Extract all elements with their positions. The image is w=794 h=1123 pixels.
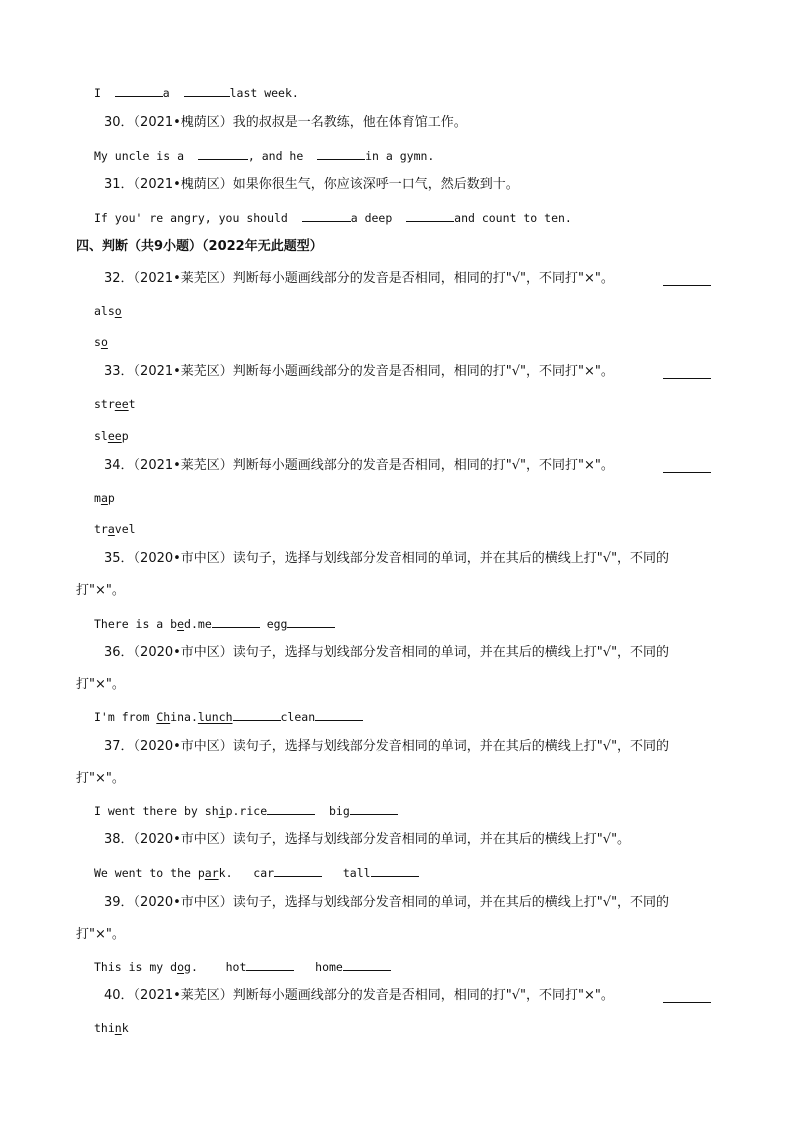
blank[interactable] <box>274 864 322 877</box>
option-word: clean <box>280 710 316 724</box>
question-text: （2021•莱芜区）判断每小题画线部分的发音是否相同，相同的打"√"，不同打"×"。 <box>133 988 614 1003</box>
question-number: 35． <box>104 551 134 566</box>
question-number: 33． <box>104 364 134 379</box>
option-word: tall <box>342 866 371 880</box>
text-fragment: last week. <box>229 86 299 100</box>
q34-word-2 <box>94 521 136 537</box>
word-part: sl <box>94 429 108 443</box>
sentence-part: k. <box>218 866 233 880</box>
q30-answer-line <box>94 147 434 164</box>
word-part: p <box>107 491 115 505</box>
answer-line[interactable] <box>663 377 711 379</box>
q37-sentence <box>94 802 398 819</box>
answer-line[interactable] <box>663 1001 711 1003</box>
q38-sentence <box>94 864 419 881</box>
option-word: car <box>253 866 275 880</box>
q32-word-2 <box>94 334 108 350</box>
sentence-part: d. <box>184 617 198 631</box>
question-continuation: 打"×"。 <box>76 771 125 786</box>
sentence-part: There is a b <box>94 617 178 631</box>
underlined-part: a <box>107 522 115 536</box>
question-37 <box>104 738 669 756</box>
text-fragment: , and he <box>247 149 304 163</box>
option-word: big <box>328 804 350 818</box>
underlined-part: e <box>177 617 185 631</box>
sentence-part: g. <box>184 960 198 974</box>
option-word: me <box>197 617 212 631</box>
blank[interactable] <box>246 958 294 971</box>
question-34 <box>104 457 614 475</box>
word-part: m <box>94 491 101 505</box>
question-number: 39． <box>104 895 134 910</box>
question-number: 40． <box>104 988 134 1003</box>
blank[interactable] <box>350 802 398 815</box>
q39-sentence <box>94 958 391 975</box>
question-30 <box>104 114 467 132</box>
sentence-part: ina. <box>170 710 198 724</box>
blank[interactable] <box>302 209 351 222</box>
option-word: home <box>315 960 343 974</box>
text-fragment: a deep <box>350 211 393 225</box>
question-text: （2020•市中区）读句子，选择与划线部分发音相同的单词，并在其后的横线上打"√"，不同的 <box>133 645 670 660</box>
blank[interactable] <box>267 802 315 815</box>
sentence-part: I'm from <box>94 710 157 724</box>
q31-answer-line <box>94 209 572 226</box>
answer-line[interactable] <box>663 471 711 473</box>
text-fragment: I <box>94 86 101 100</box>
question-number: 30． <box>104 115 134 130</box>
word-part: s <box>94 335 101 349</box>
question-text: （2021•槐荫区）我的叔叔是一名教练，他在体育馆工作。 <box>133 115 467 130</box>
text-fragment: If you' re angry, you should <box>94 211 288 225</box>
question-38 <box>104 831 630 849</box>
blank[interactable] <box>233 708 281 721</box>
blank[interactable] <box>115 84 163 97</box>
question-number: 38． <box>104 832 134 847</box>
word-part: tr <box>94 522 108 536</box>
text-fragment: a <box>162 86 170 100</box>
q40-word-1 <box>94 1020 129 1036</box>
question-text: （2020•市中区）读句子，选择与划线部分发音相同的单词，并在其后的横线上打"√"，不同的 <box>133 739 670 754</box>
sentence-part: I went there by sh <box>94 804 219 818</box>
blank[interactable] <box>287 615 335 628</box>
underlined-part: ee <box>107 429 122 443</box>
question-36 <box>104 644 669 662</box>
sentence-part: This is my d <box>94 960 178 974</box>
q35-sentence <box>94 615 335 632</box>
question-text: （2020•市中区）读句子，选择与划线部分发音相同的单词，并在其后的横线上打"√"，不同的 <box>133 895 670 910</box>
q29-answer-line <box>94 84 299 101</box>
question-number: 36． <box>104 645 134 660</box>
blank[interactable] <box>184 84 230 97</box>
underlined-part: o <box>114 304 122 318</box>
word-part: t <box>128 397 136 411</box>
underlined-part: ar <box>204 866 219 880</box>
sentence-part: p. <box>225 804 240 818</box>
underlined-part: n <box>114 1021 122 1035</box>
question-continuation: 打"×"。 <box>76 583 125 598</box>
blank[interactable] <box>406 209 454 222</box>
underlined-part: o <box>177 960 185 974</box>
blank[interactable] <box>371 864 419 877</box>
word-part: vel <box>114 522 136 536</box>
question-text: （2021•槐荫区）如果你很生气，你应该深呼一口气，然后数到十。 <box>133 177 519 192</box>
q34-word-1 <box>94 490 115 506</box>
text-fragment: and count to ten. <box>454 211 572 225</box>
question-32 <box>104 270 614 288</box>
question-text: （2021•莱芜区）判断每小题画线部分的发音是否相同，相同的打"√"，不同打"×"。 <box>133 271 614 286</box>
blank[interactable] <box>212 615 260 628</box>
q33-word-2 <box>94 428 129 444</box>
section-title: 四、判断（共9小题）（2022年无此题型） <box>76 239 323 254</box>
sentence-part: We went to the p <box>94 866 205 880</box>
question-33 <box>104 363 614 381</box>
underlined-part: a <box>100 491 108 505</box>
question-number: 34． <box>104 458 134 473</box>
answer-line[interactable] <box>663 284 711 286</box>
underlined-part: Ch <box>156 710 171 724</box>
option-word: egg <box>266 617 288 631</box>
question-40 <box>104 987 614 1005</box>
blank[interactable] <box>317 147 365 160</box>
question-text: （2021•莱芜区）判断每小题画线部分的发音是否相同，相同的打"√"，不同打"×"。 <box>133 458 614 473</box>
q32-word-1 <box>94 303 122 319</box>
option-word: lunch <box>197 710 233 724</box>
question-text: （2021•莱芜区）判断每小题画线部分的发音是否相同，相同的打"√"，不同打"×"。 <box>133 364 614 379</box>
word-part: k <box>121 1021 129 1035</box>
blank[interactable] <box>315 708 363 721</box>
text-fragment: in a gymn. <box>365 149 435 163</box>
question-continuation: 打"×"。 <box>76 677 125 692</box>
blank[interactable] <box>198 147 248 160</box>
question-text: （2020•市中区）读句子，选择与划线部分发音相同的单词，并在其后的横线上打"√"。 <box>133 832 631 847</box>
underlined-part: o <box>100 335 108 349</box>
word-part: str <box>94 397 115 411</box>
question-text: （2020•市中区）读句子，选择与划线部分发音相同的单词，并在其后的横线上打"√"，不同的 <box>133 551 670 566</box>
q33-word-1 <box>94 396 136 412</box>
question-number: 32． <box>104 271 134 286</box>
underlined-part: i <box>218 804 226 818</box>
question-number: 37． <box>104 739 134 754</box>
q36-sentence <box>94 708 363 725</box>
blank[interactable] <box>343 958 391 971</box>
question-number: 31． <box>104 177 134 192</box>
option-word: hot <box>225 960 247 974</box>
text-fragment: My uncle is a <box>94 149 185 163</box>
question-31 <box>104 176 519 194</box>
question-continuation: 打"×"。 <box>76 927 125 942</box>
option-word: rice <box>239 804 268 818</box>
word-part: p <box>121 429 129 443</box>
question-35 <box>104 550 669 568</box>
word-part: als <box>94 304 115 318</box>
question-39 <box>104 894 669 912</box>
word-part: thi <box>94 1021 115 1035</box>
underlined-part: ee <box>114 397 129 411</box>
